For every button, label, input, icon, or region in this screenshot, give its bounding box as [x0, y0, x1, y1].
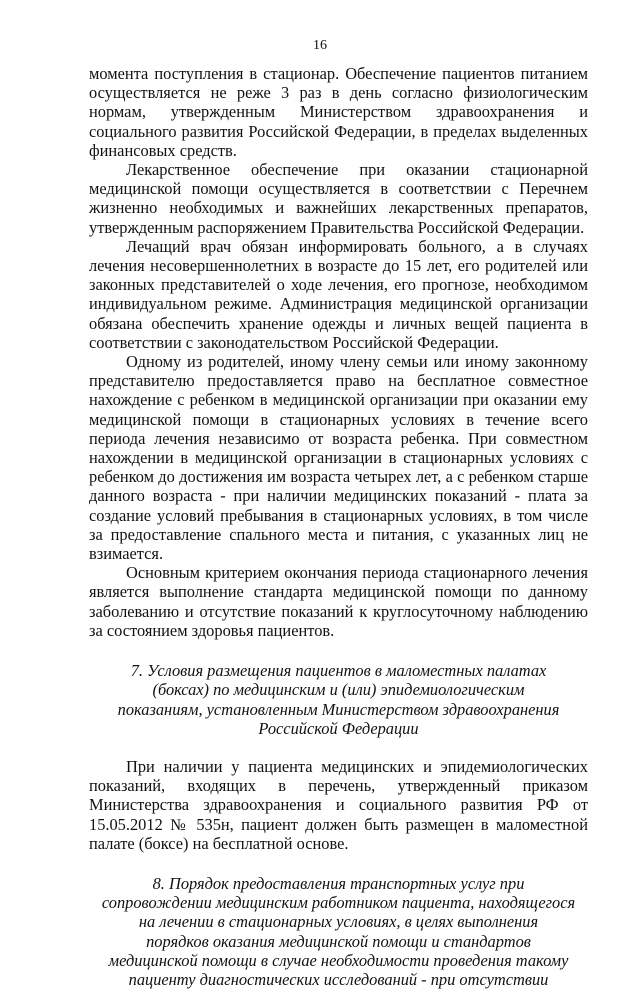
section-7-heading-line: показаниям, установленным Министерством здравоохранения — [117, 699, 560, 719]
paragraph-discharge-criterion: Основным критерием окончания периода стационарного лечения является выполнение стандарта медицинской помощи по данному заболеванию и отсутствие показаний к круглосуточному наблюдению за состоянием здоровья пациентов. — [89, 563, 588, 640]
section-7-paragraph: При наличии у пациента медицинских и эпидемиологических показаний, входящих в перечень, утвержденный приказом Министерства здравоохранения и социального развития РФ от 15.05.2012 № 535н, пациент должен быть размещен в маломестной палате (боксе) на бесплатной основе. — [89, 756, 588, 853]
page-number: 16 — [313, 38, 327, 53]
section-8-heading-line: 8. Порядок предоставления транспортных услуг при — [152, 873, 525, 893]
document-body — [89, 64, 588, 989]
section-7-heading-line: 7. Условия размещения пациентов в маломестных палатах — [130, 661, 547, 681]
section-7-heading-line: (боксах) по медицинским и (или) эпидемиологическим — [152, 680, 525, 700]
section-7-heading-line: Российской Федерации — [258, 718, 419, 738]
section-7-heading — [89, 661, 588, 738]
paragraph-attending-doctor: Лечащий врач обязан информировать больного, а в случаях лечения несовершеннолетних в возрасте до 15 лет, его родителей или законных представителей о ходе лечения, его прогнозе, необходимом индивидуальном режиме. Администрация медицинской организации обязана обеспечить хранение одежды и личных вещей пациента в соответствии с законодательством Российской Федерации. — [89, 236, 588, 352]
section-8-heading-line: пациенту диагностических исследований - при отсутствии — [128, 969, 549, 989]
section-8-heading — [89, 874, 588, 989]
section-8-heading-line: на лечении в стационарных условиях, в целях выполнения — [138, 912, 539, 932]
section-8-heading-line: медицинской помощи в случае необходимости проведения такому — [108, 950, 569, 970]
paragraph-medication: Лекарственное обеспечение при оказании стационарной медицинской помощи осуществляется в соответствии с Перечнем жизненно необходимых и важнейших лекарственных препаратов, утвержденным распоряжением Правительства Российской Федерации. — [89, 160, 588, 237]
paragraph-parent-stay: Одному из родителей, иному члену семьи или иному законному представителю предоставляется право на бесплатное совместное нахождение с ребенком в медицинской организации при оказании ему медицинской помощи в стационарных условиях в течение всего периода лечения независимо от возраста ребенка. При совместном нахождении в медицинской организации в стационарных условиях с ребенком до достижения им возраста четырех лет, а с ребенком старше данного возраста - при наличии медицинских показаний - плата за создание условий пребывания в стационарных условиях, в том числе за предоставление спального места и питания, с указанных лиц не взимается. — [89, 352, 588, 564]
section-8-heading-line: порядков оказания медицинской помощи и стандартов — [146, 931, 531, 951]
paragraph-continuation: момента поступления в стационар. Обеспечение пациентов питанием осуществляется не реже 3 раз в день согласно физиологическим нормам, утвержденным Министерством здравоохранения и социального развития Российской Федерации, в пределах выделенных финансовых средств. — [89, 64, 588, 160]
section-8-heading-line: сопровождении медицинским работником пациента, находящегося — [101, 893, 576, 913]
